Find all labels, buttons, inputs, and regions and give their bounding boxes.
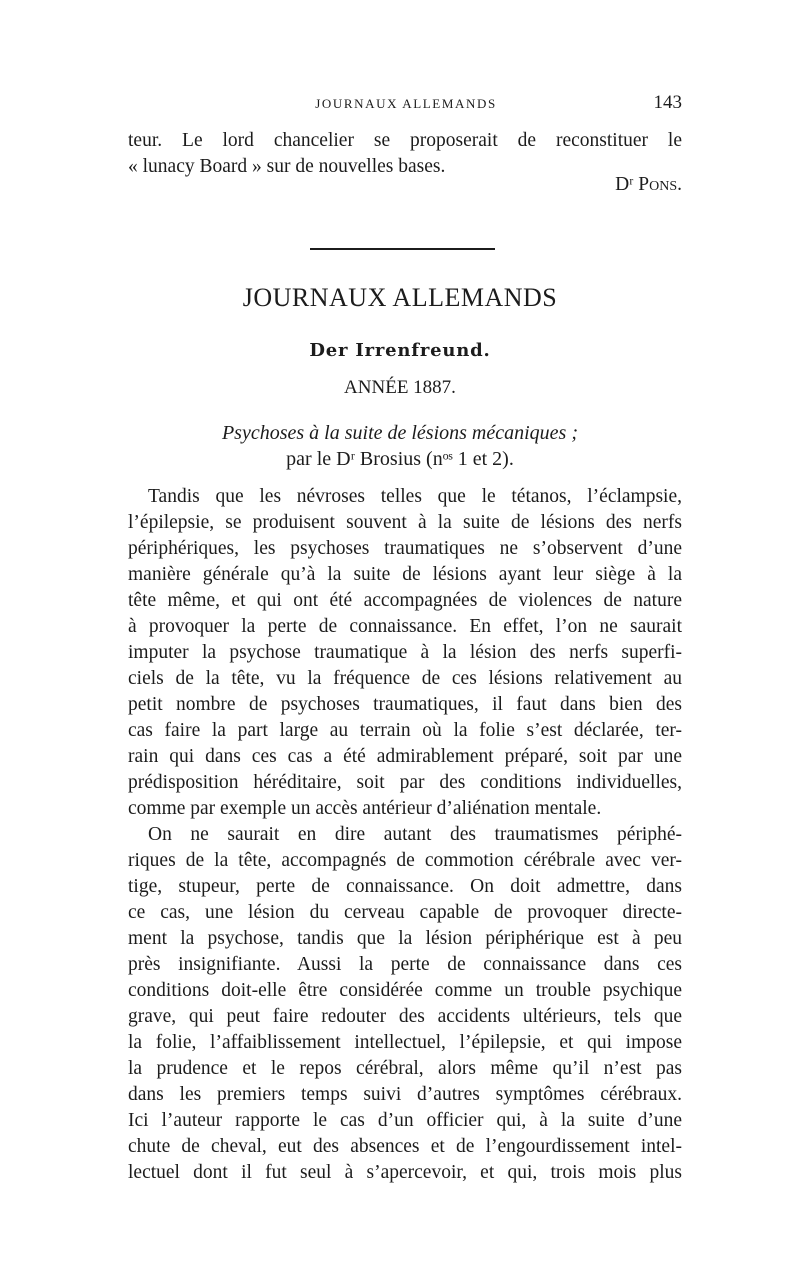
text-line: tête même, et qui ont été accompagnées de violences de nature: [128, 590, 682, 611]
running-head: [130, 92, 682, 116]
text-line: ce cas, une lésion du cerveau capable de provoquer directe-: [128, 902, 682, 923]
page-number: 143: [653, 92, 682, 113]
text-line: Ici l’auteur rapporte le cas d’un officier qui, à la suite d’une: [128, 1110, 682, 1131]
text-line: comme par exemple un accès antérieur d’aliénation mentale.: [128, 798, 602, 819]
text-line: près insignifiante. Aussi la perte de connaissance dans ces: [128, 954, 682, 975]
body-text: [128, 484, 682, 1186]
signature-prefix: Dʳ: [615, 174, 639, 195]
text-line: teur. Le lord chancelier se proposerait de reconstituer le: [128, 130, 682, 151]
article-byline: par le Dʳ Brosius (nᵒˢ 1 et 2).: [286, 448, 514, 470]
section-title: JOURNAUX ALLEMANDS: [242, 283, 558, 312]
signature-name: Pons.: [638, 174, 682, 195]
text-line: la prudence et le repos cérébral, alors même qu’il n’est pas: [128, 1058, 682, 1079]
author-signature: [615, 174, 682, 196]
text-line: à provoquer la perte de connaissance. En effet, l’on ne saurait: [128, 616, 682, 637]
text-line: manière générale qu’à la suite de lésions ayant leur siège à la: [128, 564, 682, 585]
text-line: périphériques, les psychoses traumatiques ne s’observent d’une: [128, 538, 682, 559]
journal-year: ANNÉE 1887.: [344, 377, 456, 398]
text-line: cas faire la part large au terrain où la folie s’est déclarée, ter-: [128, 720, 682, 741]
text-line: On ne saurait en dire autant des traumatismes périphé-: [148, 824, 682, 845]
text-line: Tandis que les névroses telles que le tétanos, l’éclampsie,: [148, 486, 682, 507]
text-line: imputer la psychose traumatique à la lésion des nerfs superfi-: [128, 642, 682, 663]
section-divider: [310, 248, 495, 250]
text-line: riques de la tête, accompagnés de commotion cérébrale avec ver-: [128, 850, 682, 871]
text-line: ciels de la tête, vu la fréquence de ces lésions relativement au: [128, 668, 682, 689]
text-line: la folie, l’affaiblissement intellectuel, l’épilepsie, et qui impose: [128, 1032, 682, 1053]
carryover-paragraph: [128, 128, 682, 180]
text-line: dans les premiers temps suivi d’autres symptômes cérébraux.: [128, 1084, 682, 1105]
article-title: Psychoses à la suite de lésions mécaniques ;: [221, 422, 579, 444]
text-line: tige, stupeur, perte de connaissance. On doit admettre, dans: [128, 876, 682, 897]
text-line: petit nombre de psychoses traumatiques, il faut dans bien des: [128, 694, 682, 715]
text-line: prédisposition héréditaire, soit par des conditions individuelles,: [128, 772, 682, 793]
text-line: lectuel dont il fut seul à s’apercevoir, et qui, trois mois plus: [128, 1162, 682, 1183]
text-line: conditions doit-elle être considérée comme un trouble psychique: [128, 980, 682, 1001]
text-line: grave, qui peut faire redouter des accidents ultérieurs, tels que: [128, 1006, 682, 1027]
text-line: l’épilepsie, se produisent souvent à la suite de lésions des nerfs: [128, 512, 682, 533]
text-line: rain qui dans ces cas a été admirablement préparé, soit par une: [128, 746, 682, 767]
text-line: ment la psychose, tandis que la lésion périphérique est à peu: [128, 928, 682, 949]
journal-name: Der Irrenfreund.: [309, 340, 491, 361]
text-line: chute de cheval, eut des absences et de l’engourdissement intel-: [128, 1136, 682, 1157]
running-title: JOURNAUX ALLEMANDS: [315, 96, 497, 111]
text-line: « lunacy Board » sur de nouvelles bases.: [128, 156, 446, 177]
